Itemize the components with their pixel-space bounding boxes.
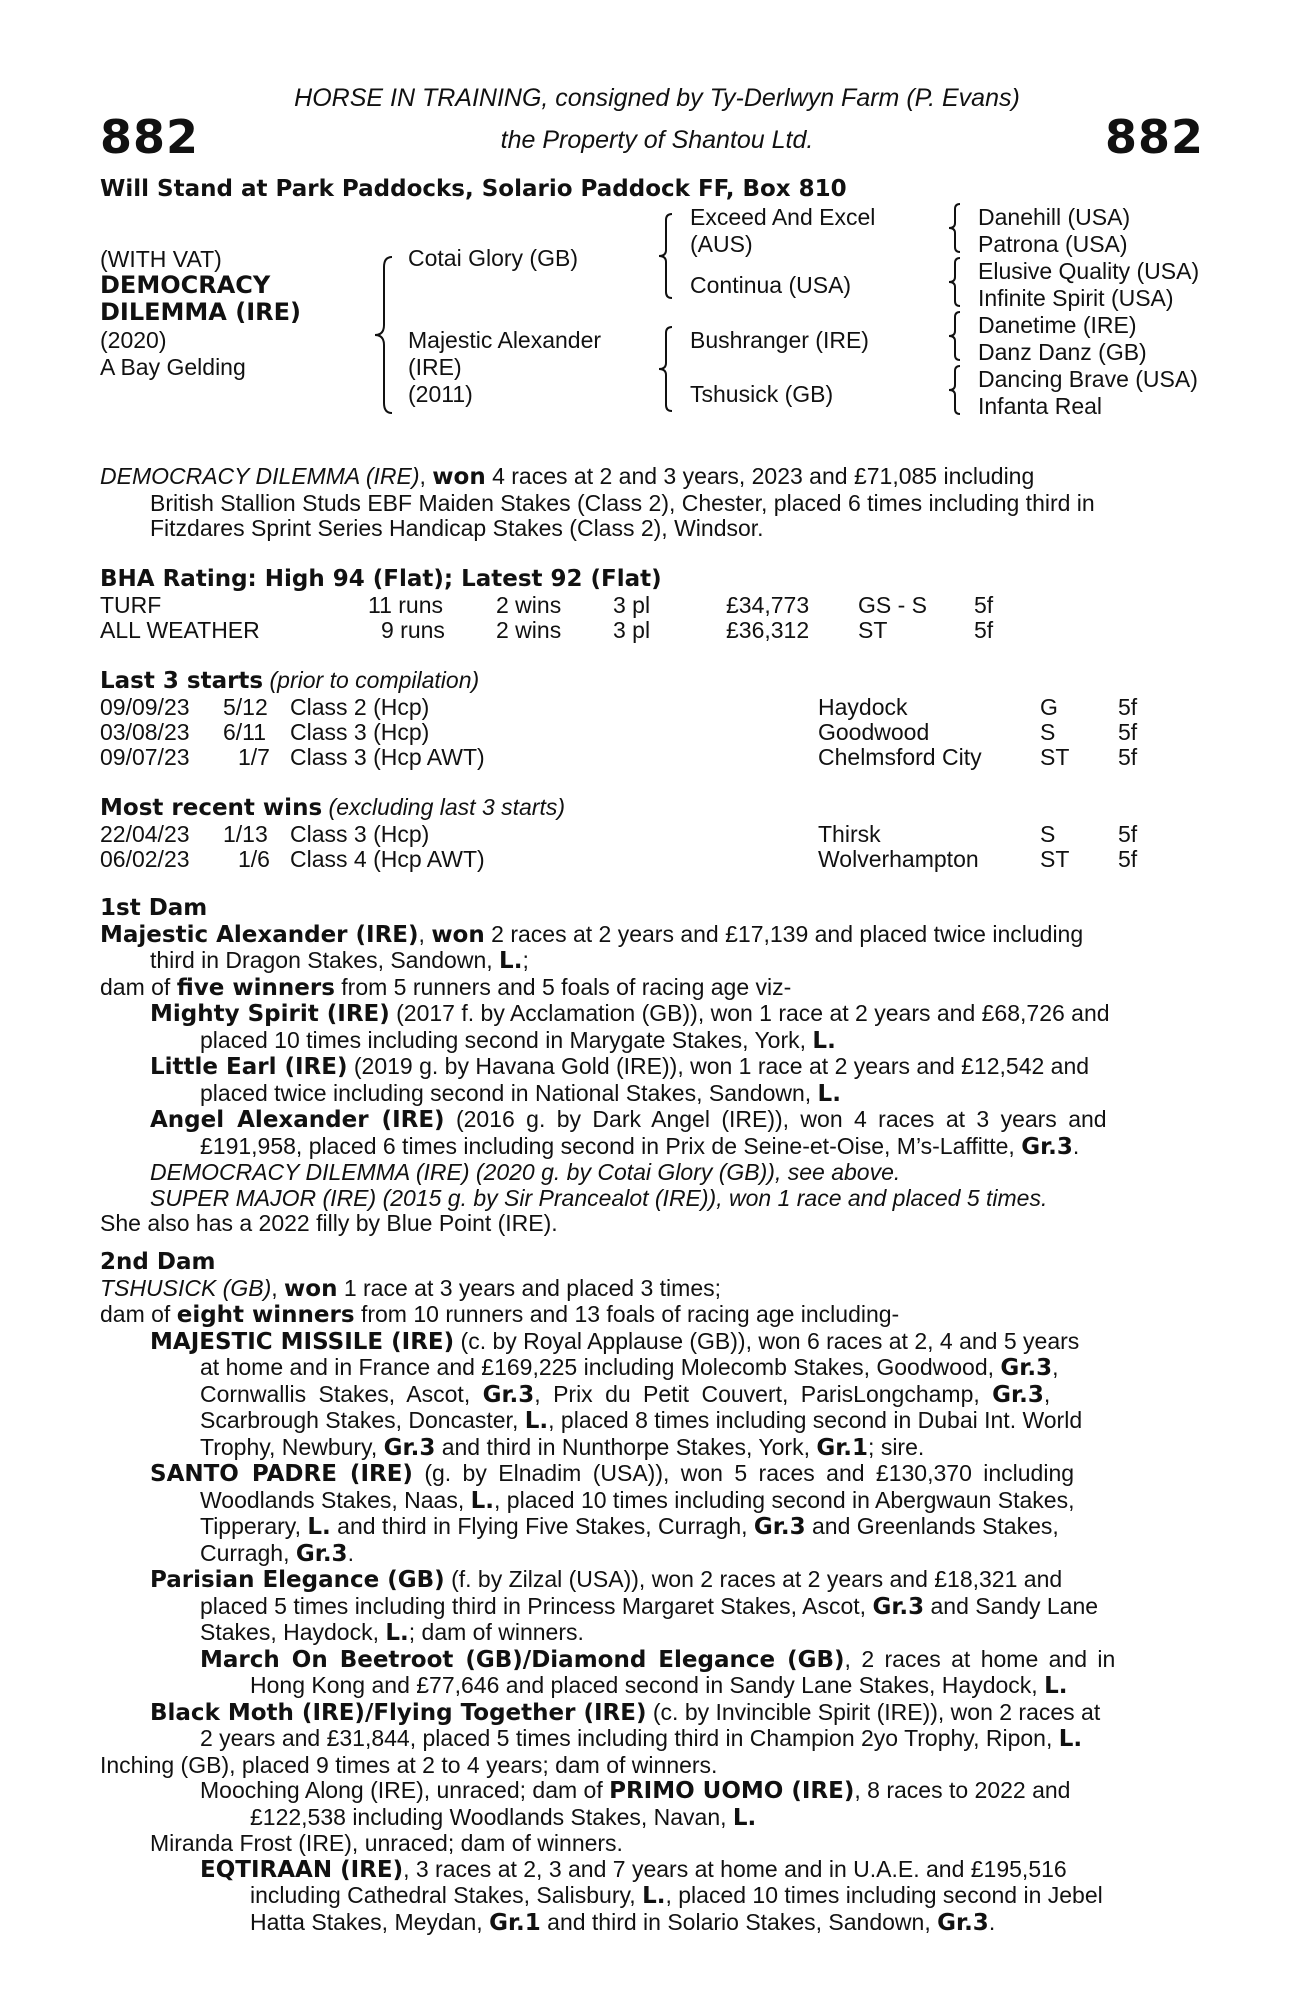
win-class: Class 4 (Hcp AWT) xyxy=(290,846,485,872)
eight-winners: eight winners xyxy=(176,1302,355,1328)
race-summary: DEMOCRACY DILEMMA (IRE), won 4 races at 2 and 3 years, 2023 and £71,085 including British Stallion Studs EBF Maiden Stakes (Class 2), Chester, placed 6 times including third in Fitzdares Sprint Series Handicap Stakes (Class 2), Windsor. xyxy=(100,464,1204,542)
listed-marker: L. xyxy=(817,1080,841,1107)
group-marker: Gr.3 xyxy=(753,1514,806,1540)
listed-marker: L. xyxy=(1044,1673,1068,1699)
grandparent-3: Elusive Quality (USA) xyxy=(978,258,1200,284)
punct: ; xyxy=(522,947,529,973)
start-class: Class 3 (Hcp) xyxy=(290,719,430,745)
win-distance: 5f xyxy=(1118,846,1138,872)
progeny-democracy-dilemma: DEMOCRACY DILEMMA (IRE) (2020 g. by Cotai Glory (GB)), see above. xyxy=(150,1159,901,1185)
first-dam-name: Majestic Alexander (IRE) xyxy=(100,921,419,948)
last3-heading xyxy=(100,667,479,695)
pedigree-brace-g2 xyxy=(946,256,964,308)
vat-note: (WITH VAT) xyxy=(100,246,222,272)
five-winners: five winners xyxy=(176,974,335,1001)
progeny-text: (2017 f. by Acclamation (GB)), won 1 race at 2 years and £68,726 and xyxy=(389,1000,1110,1026)
win-course: Wolverhampton xyxy=(818,846,979,872)
progeny-miranda-frost: Miranda Frost (IRE), unraced; dam of winners. xyxy=(150,1830,623,1856)
grandparent-8: Infanta Real xyxy=(978,393,1103,419)
punct: . xyxy=(988,1908,996,1935)
horse-description: A Bay Gelding xyxy=(100,354,246,380)
group-marker: Gr.3 xyxy=(295,1540,348,1567)
win-date: 06/02/23 xyxy=(100,846,190,872)
listed-marker: L. xyxy=(307,1514,331,1540)
progeny-march-on-beetroot: March On Beetroot (GB)/Diamond Elegance (GB) xyxy=(200,1646,845,1673)
rating-runs: 9 runs xyxy=(381,617,445,643)
rating-money: £36,312 xyxy=(726,617,810,643)
start-position: 1/7 xyxy=(238,744,270,770)
win-position: 1/13 xyxy=(223,821,268,847)
pedigree-brace-g4 xyxy=(946,364,964,416)
start-going: S xyxy=(1040,719,1056,745)
progeny-text: £122,538 including Woodlands Stakes, Navan, xyxy=(250,1803,733,1830)
rating-money: £34,773 xyxy=(726,592,810,618)
last3-title: Last 3 starts xyxy=(100,668,264,694)
first-dam-text: 2 races at 2 years and £17,139 and placed twice including xyxy=(484,920,1084,947)
win-date: 22/04/23 xyxy=(100,821,190,847)
progeny-text: and Greenlands Stakes, xyxy=(805,1513,1059,1539)
bha-rating-title: BHA Rating: High 94 (Flat); Latest 92 (Flat) xyxy=(100,566,662,592)
horse-name-line2: DILEMMA (IRE) xyxy=(100,298,301,326)
sire-name: Cotai Glory (GB) xyxy=(408,245,578,271)
recent-wins-heading xyxy=(100,794,565,822)
progeny-text: ; dam of winners. xyxy=(408,1619,584,1645)
pedigree-brace-g1 xyxy=(946,202,964,254)
winners-rest: from 5 runners and 5 foals of racing age viz- xyxy=(334,973,792,1000)
recent-title: Most recent wins xyxy=(100,795,323,821)
progeny-angel-alexander: Angel Alexander (IRE) xyxy=(150,1107,445,1133)
dam-of-label: dam of xyxy=(100,973,177,1000)
horse-year: (2020) xyxy=(100,327,167,353)
group-marker: Gr.1 xyxy=(816,1434,869,1461)
recent-row xyxy=(100,821,1200,846)
start-course: Goodwood xyxy=(818,719,930,745)
rating-row-all-weather xyxy=(100,617,1200,642)
rating-going: GS - S xyxy=(858,592,928,618)
progeny-text: Stakes, Haydock, xyxy=(200,1619,386,1645)
progeny-text: (2016 g. by Dark Angel (IRE)), won 4 races at 3 years and xyxy=(444,1106,1107,1132)
rating-surface: TURF xyxy=(100,592,162,618)
punct: . xyxy=(347,1539,354,1566)
last3-table xyxy=(100,694,1200,769)
second-dam-section: 2nd Dam TSHUSICK (GB), won 1 race at 3 years and placed 3 times; dam of eight winners from 10 runners and 13 foals of racing age including- MAJESTIC MISSILE (IRE) (c. by Royal Applause (GB)), won 6 races at 2, 4 and 5 years at home and in France and £169,225 including Molecomb Stakes, Goodwood, Gr.3, Cornwallis Stakes, Ascot, Gr.3, Prix du Petit Couvert, ParisLongchamp, Gr.3, Scarbrough Stakes, Doncaster, L., placed 8 times including second in Dubai Int. World Trophy, Newbury, Gr.3 and third in Nunthorpe Stakes, York, Gr.1; sire. SANTO PADRE (IRE) (g. by Elnadim (USA)), won 5 races and £130,370 including Woodlands Stakes, Naas, L., placed 10 times including second in Abergwaun Stakes, Tipperary, L. and third in Flying Five Stakes, Curragh, Gr.3 and Greenlands Stakes, Curragh, Gr.3. Parisian Elegance (GB) (f. by Zilzal (USA)), won 2 races at 2 years and £18,321 and placed 5 times including third in Princess Margaret Stakes, Ascot, Gr.3 and Sandy Lane Stakes, Haydock, L.; dam of winners. March On Beetroot (GB)/Diamond Elegance (GB), 2 races at home and in Hong Kong and £77,646 and placed second in Sandy Lane Stakes, Haydock, L. Black Moth (IRE)/Flying Together (IRE) (c. by Invincible Spirit (IRE)), won 2 races at 2 years and £31,844, placed 5 times including third in Champion 2yo Trophy, Ripon, L. Inching (GB), placed 9 times at 2 to 4 years; dam of winners. Mooching Along (IRE), unraced; dam of PRIMO UOMO (IRE), 8 races to 2022 and £122,538 including Woodlands Stakes, Navan, L. Miranda Frost (IRE), unraced; dam of winners. EQTIRAAN (IRE), 3 races at 2, 3 and 7 years at home and in U.A.E. and £195,516 including Cathedral Stakes, Salisbury, L., placed 10 times including second in Jebel Hatta Stakes, Meydan, Gr.1 and third in Solario Stakes, Sandown, Gr.3. xyxy=(100,1250,1204,1936)
progeny-text: , 2 races at home and in xyxy=(844,1645,1116,1672)
progeny-text: Woodlands Stakes, Naas, xyxy=(200,1486,471,1513)
summary-won: won xyxy=(432,464,486,490)
last3-row xyxy=(100,694,1200,719)
progeny-text: and third in Solario Stakes, Sandown, xyxy=(540,1908,938,1935)
last3-note: (prior to compilation) xyxy=(269,667,480,693)
progeny-text: , 8 races to 2022 and xyxy=(854,1777,1071,1803)
progeny-text: 2 years and £31,844, placed 5 times including third in Champion 2yo Trophy, Ripon, xyxy=(200,1725,1059,1751)
listed-marker: L. xyxy=(812,1027,836,1054)
grandparent-7: Dancing Brave (USA) xyxy=(978,366,1198,392)
start-class: Class 2 (Hcp) xyxy=(290,694,430,720)
first-dam-section: 1st Dam Majestic Alexander (IRE), won 2 races at 2 years and £17,139 and placed twice including third in Dragon Stakes, Sandown, L.; dam of five winners from 5 runners and 5 foals of racing age viz- Mighty Spirit (IRE) (2017 f. by Acclamation (GB)), won 1 race at 2 years and £68,726 and placed 10 times including second in Marygate Stakes, York, L. Little Earl (IRE) (2019 g. by Havana Gold (IRE)), won 1 race at 2 years and £12,542 and placed twice including second in National Stakes, Sandown, L. Angel Alexander (IRE) (2016 g. by Dark Angel (IRE)), won 4 races at 3 years and £191,958, placed 6 times including second in Prix de Seine-et-Oise, M’s-Laffitte, Gr.3. DEMOCRACY DILEMMA (IRE) (2020 g. by Cotai Glory (GB)), see above. SUPER MAJOR (IRE) (2015 g. by Sir Prancealot (IRE)), won 1 race and placed 5 times. She also has a 2022 filly by Blue Point (IRE). xyxy=(100,896,1204,1237)
group-marker: Gr.3 xyxy=(383,1434,436,1461)
start-distance: 5f xyxy=(1118,694,1138,720)
also-note: She also has a 2022 filly by Blue Point (IRE). xyxy=(100,1210,558,1236)
start-position: 5/12 xyxy=(223,694,268,720)
sire-sire-line2: (AUS) xyxy=(690,231,753,257)
progeny-text: at home and in France and £169,225 including Molecomb Stakes, Goodwood, xyxy=(200,1354,1001,1380)
property-line: the Property of Shantou Ltd. xyxy=(500,126,814,154)
recent-row xyxy=(100,846,1200,871)
rating-placed: 3 pl xyxy=(613,592,651,618)
second-dam-title: 2nd Dam xyxy=(100,1249,216,1275)
progeny-text: Hatta Stakes, Meydan, xyxy=(250,1908,490,1935)
win-position: 1/6 xyxy=(238,846,270,872)
win-class: Class 3 (Hcp) xyxy=(290,821,430,847)
recent-note: (excluding last 3 starts) xyxy=(328,794,566,820)
rating-going: ST xyxy=(858,617,888,643)
first-dam-text-2: third in Dragon Stakes, Sandown, xyxy=(150,947,500,973)
progeny-text: (g. by Elnadim (USA)), won 5 races and £130,370 including xyxy=(412,1460,1075,1486)
sire-dam: Continua (USA) xyxy=(690,272,852,298)
progeny-mooching-along: Mooching Along (IRE), unraced; dam of xyxy=(200,1777,610,1803)
group-marker: Gr.3 xyxy=(937,1909,989,1936)
win-course: Thirsk xyxy=(818,821,881,847)
group-marker: Gr.3 xyxy=(992,1381,1044,1408)
progeny-text: placed 10 times including second in Marygate Stakes, York, xyxy=(200,1026,813,1053)
listed-marker: L. xyxy=(499,948,523,974)
dam-name-line1: Majestic Alexander xyxy=(408,327,602,353)
dam-of-label: dam of xyxy=(100,1301,177,1327)
progeny-text: , placed 8 times including second in Dubai Int. World xyxy=(548,1407,1083,1433)
horse-name-line1: DEMOCRACY xyxy=(100,271,271,299)
rating-table xyxy=(100,592,1200,642)
progeny-text: Tipperary, xyxy=(200,1513,308,1539)
grandparent-6: Danz Danz (GB) xyxy=(978,339,1147,365)
dam-dam: Tshusick (GB) xyxy=(690,381,834,407)
listed-marker: L. xyxy=(642,1883,666,1909)
progeny-text: £191,958, placed 6 times including second in Prix de Seine-et-Oise, M’s-Laffitte, xyxy=(200,1132,1022,1159)
rating-surface: ALL WEATHER xyxy=(100,617,260,643)
start-class: Class 3 (Hcp AWT) xyxy=(290,744,485,770)
win-going: S xyxy=(1040,821,1056,847)
start-distance: 5f xyxy=(1118,744,1138,770)
grandparent-5: Danetime (IRE) xyxy=(978,312,1137,338)
summary-horse-name: DEMOCRACY DILEMMA (IRE) xyxy=(100,463,420,489)
start-date: 09/09/23 xyxy=(100,694,190,720)
winners-rest: from 10 runners and 13 foals of racing age including- xyxy=(354,1301,900,1327)
group-marker: Gr.3 xyxy=(872,1593,925,1620)
grandparent-1: Danehill (USA) xyxy=(978,204,1131,230)
second-dam-name: TSHUSICK (GB) xyxy=(100,1274,272,1301)
pedigree-brace-dam xyxy=(656,325,676,413)
group-marker: Gr.3 xyxy=(1021,1133,1073,1160)
listed-marker: L. xyxy=(732,1804,757,1831)
start-going: G xyxy=(1040,694,1058,720)
progeny-text: Hong Kong and £77,646 and placed second in Sandy Lane Stakes, Haydock, xyxy=(250,1672,1045,1698)
progeny-text: Cornwallis Stakes, Ascot, xyxy=(200,1380,483,1407)
group-marker: Gr.3 xyxy=(482,1381,535,1408)
summary-text-1: 4 races at 2 and 3 years, 2023 and £71,085 including xyxy=(485,463,1035,489)
summary-text-3: Fitzdares Sprint Series Handicap Stakes (Class 2), Windsor. xyxy=(150,515,764,541)
last3-row xyxy=(100,744,1200,769)
pedigree-brace-main xyxy=(372,255,396,415)
progeny-black-moth: Black Moth (IRE)/Flying Together (IRE) xyxy=(150,1699,647,1726)
start-course: Chelmsford City xyxy=(818,744,982,770)
progeny-little-earl: Little Earl (IRE) xyxy=(150,1054,348,1080)
start-course: Haydock xyxy=(818,694,908,720)
consignment-line: HORSE IN TRAINING, consigned by Ty-Derlwyn Farm (P. Evans) xyxy=(294,84,1020,112)
summary-text-2: British Stallion Studs EBF Maiden Stakes (Class 2), Chester, placed 6 times including third in xyxy=(150,489,1095,516)
progeny-text: ; sire. xyxy=(868,1433,925,1460)
progeny-text: and Sandy Lane xyxy=(924,1592,1099,1619)
second-dam-won: won xyxy=(284,1275,338,1302)
progeny-text: (f. by Zilzal (USA)), won 2 races at 2 years and £18,321 and xyxy=(444,1566,1063,1592)
stand-location: Will Stand at Park Paddocks, Solario Paddock FF, Box 810 xyxy=(100,176,847,202)
progeny-primo-uomo: PRIMO UOMO (IRE) xyxy=(609,1778,855,1804)
dam-name-line2: (IRE) xyxy=(408,354,462,380)
rating-distance: 5f xyxy=(974,617,994,643)
sire-sire-line1: Exceed And Excel xyxy=(690,204,876,230)
dam-year: (2011) xyxy=(408,381,473,407)
lot-number-left: 882 xyxy=(100,110,200,164)
pedigree-brace-sire xyxy=(656,212,676,300)
first-dam-title: 1st Dam xyxy=(100,895,208,921)
second-dam-text: 1 race at 3 years and placed 3 times; xyxy=(337,1274,721,1301)
progeny-majestic-missile: MAJESTIC MISSILE (IRE) xyxy=(150,1328,455,1355)
win-going: ST xyxy=(1040,846,1070,872)
first-dam-won: won xyxy=(431,921,485,948)
progeny-parisian-elegance: Parisian Elegance (GB) xyxy=(150,1567,445,1593)
progeny-text: Scarbrough Stakes, Doncaster, xyxy=(200,1407,525,1433)
lot-number-right: 882 xyxy=(1104,110,1204,164)
rating-row-turf xyxy=(100,592,1200,617)
punct: . xyxy=(1072,1132,1080,1159)
progeny-santo-padre: SANTO PADRE (IRE) xyxy=(150,1461,413,1487)
group-marker: Gr.3 xyxy=(1000,1355,1053,1381)
rating-wins: 2 wins xyxy=(496,592,562,618)
progeny-text: (c. by Invincible Spirit (IRE)), won 2 races at xyxy=(646,1698,1101,1725)
pedigree-brace-g3 xyxy=(946,310,964,362)
rating-distance: 5f xyxy=(974,592,994,618)
progeny-text: , Prix du Petit Couvert, ParisLongchamp, xyxy=(534,1380,993,1407)
progeny-text: (c. by Royal Applause (GB)), won 6 races at 2, 4 and 5 years xyxy=(454,1327,1080,1354)
progeny-text: placed twice including second in National Stakes, Sandown, xyxy=(200,1079,818,1106)
progeny-text: and third in Flying Five Stakes, Curragh, xyxy=(330,1513,754,1539)
rating-runs: 11 runs xyxy=(368,592,444,618)
progeny-text: Trophy, Newbury, xyxy=(200,1433,384,1460)
listed-marker: L. xyxy=(470,1487,495,1514)
progeny-inching: Inching (GB), placed 9 times at 2 to 4 years; dam of winners. xyxy=(100,1751,718,1778)
progeny-text: and third in Nunthorpe Stakes, York, xyxy=(435,1433,817,1460)
dam-sire: Bushranger (IRE) xyxy=(690,327,869,353)
progeny-text: , 3 races at 2, 3 and 7 years at home and in U.A.E. and £195,516 xyxy=(403,1855,1067,1882)
group-marker: Gr.1 xyxy=(489,1909,541,1936)
progeny-text: , placed 10 times including second in Abergwaun Stakes, xyxy=(494,1486,1075,1513)
listed-marker: L. xyxy=(524,1408,549,1434)
rating-wins: 2 wins xyxy=(496,617,562,643)
progeny-text: , placed 10 times including second in Jebel xyxy=(665,1882,1103,1908)
start-date: 09/07/23 xyxy=(100,744,190,770)
start-position: 6/11 xyxy=(223,719,267,745)
last3-row xyxy=(100,719,1200,744)
progeny-text: Curragh, xyxy=(200,1539,296,1566)
start-distance: 5f xyxy=(1118,719,1138,745)
progeny-eqtiraan: EQTIRAAN (IRE) xyxy=(200,1856,404,1883)
listed-marker: L. xyxy=(1058,1726,1083,1752)
start-date: 03/08/23 xyxy=(100,719,190,745)
listed-marker: L. xyxy=(385,1620,409,1646)
recent-wins-table xyxy=(100,821,1200,871)
start-going: ST xyxy=(1040,744,1070,770)
win-distance: 5f xyxy=(1118,821,1138,847)
progeny-text: including Cathedral Stakes, Salisbury, xyxy=(250,1882,643,1908)
progeny-super-major: SUPER MAJOR (IRE) (2015 g. by Sir Prancealot (IRE)), won 1 race and placed 5 times. xyxy=(150,1184,1048,1211)
progeny-text: placed 5 times including third in Princess Margaret Stakes, Ascot, xyxy=(200,1592,873,1619)
rating-placed: 3 pl xyxy=(613,617,651,643)
grandparent-2: Patrona (USA) xyxy=(978,231,1128,257)
grandparent-4: Infinite Spirit (USA) xyxy=(978,285,1174,311)
progeny-mighty-spirit: Mighty Spirit (IRE) xyxy=(150,1001,390,1027)
progeny-text: (2019 g. by Havana Gold (IRE)), won 1 race at 2 years and £12,542 and xyxy=(347,1053,1090,1079)
